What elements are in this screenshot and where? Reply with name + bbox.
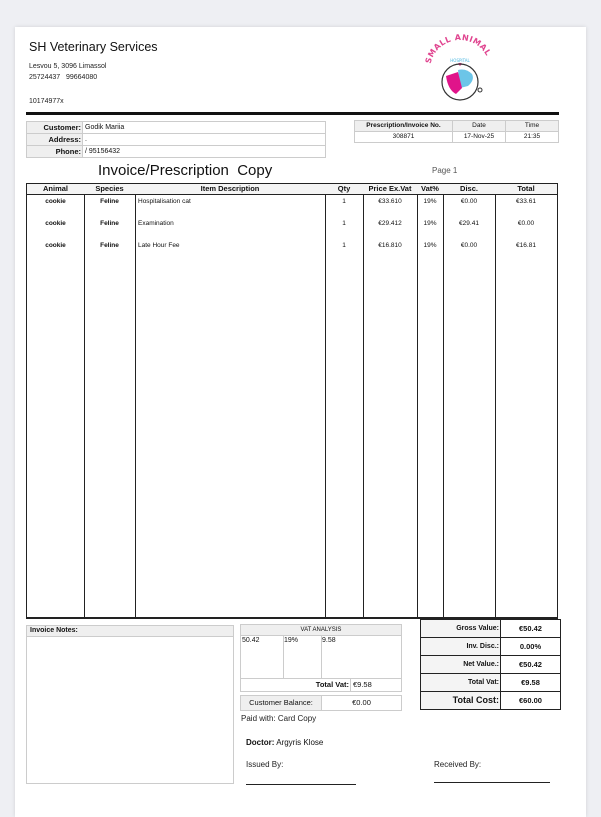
cell-qty: 1: [342, 198, 346, 205]
address-label: Address:: [27, 134, 83, 145]
total-vat-row: [421, 674, 560, 692]
prescription-header-row: [355, 121, 558, 132]
vat-analysis-title: VAT ANALYSIS: [241, 625, 401, 636]
time-header: Time: [524, 122, 540, 129]
svg-text:HOSPITAL: HOSPITAL: [450, 58, 470, 63]
total-cost-row: [421, 692, 560, 709]
total-cost-value: €60.00: [519, 696, 542, 705]
items-table: [26, 183, 558, 619]
customer-value: Godik Mariia: [85, 124, 125, 131]
date-header: Date: [453, 121, 506, 131]
customer-balance-box: [240, 695, 402, 711]
vat-total-row: [241, 679, 401, 691]
cell-discount: €0.00: [460, 198, 478, 205]
invoice-discount-label: Inv. Disc.:: [421, 638, 501, 655]
issued-by-label: Issued By:: [246, 760, 284, 769]
cell-total: €16.81: [516, 242, 536, 249]
invoice-discount-row: [421, 638, 560, 656]
prescription-info-box: [354, 120, 559, 143]
header-vat: Vat%: [421, 184, 439, 193]
phone-row: [27, 146, 325, 157]
cell-animal: cookie: [45, 220, 66, 227]
vat-net-value: 50.42: [241, 636, 284, 678]
cell-price: €33.610: [378, 198, 402, 205]
invoice-no-header: Prescription/Invoice No.: [355, 121, 453, 131]
invoice-notes-label: Invoice Notes:: [27, 626, 233, 637]
header-price: Price Ex.Vat: [368, 184, 412, 193]
invoice-no-value: 308871: [355, 132, 453, 142]
page-number: Page 1: [432, 166, 458, 175]
doctor-label: Doctor:: [246, 738, 275, 747]
clinic-logo: [420, 34, 500, 108]
issued-by-signature-line: [246, 784, 356, 785]
cell-vat: 19%: [423, 220, 437, 227]
received-by-label: Received By:: [434, 760, 482, 769]
header-description: Item Description: [200, 184, 260, 193]
gross-value-label: Gross Value:: [421, 620, 501, 637]
cell-vat: 19%: [423, 242, 437, 249]
time-value: 21:35: [523, 133, 541, 140]
customer-info-box: [26, 121, 326, 158]
net-value-label: Net Value.:: [421, 656, 501, 673]
cell-vat: 19%: [423, 198, 437, 205]
total-vat-label: Total Vat:: [421, 674, 501, 691]
clinic-tax-id: 10174977x: [29, 98, 64, 105]
header-divider: [26, 112, 559, 115]
phone-label: Phone:: [27, 146, 83, 157]
net-value: €50.42: [519, 660, 542, 669]
vat-analysis-body: [241, 636, 401, 679]
clinic-address: Lesvou 5, 3096 Limassol: [29, 63, 107, 70]
cell-price: €16.810: [378, 242, 402, 249]
clinic-phones: 25724437 99664080: [29, 74, 98, 81]
doctor-line: [246, 738, 323, 747]
logo-text: SMALL ANIMAL: [423, 34, 493, 65]
net-value-row: [421, 656, 560, 674]
cell-total: €33.61: [516, 198, 536, 205]
header-animal: Animal: [42, 184, 68, 193]
cell-description: Examination: [138, 220, 174, 227]
vat-rate: 19%: [283, 636, 322, 678]
customer-row: [27, 122, 325, 134]
cell-species: Feline: [100, 198, 119, 205]
invoice-discount-value: 0.00%: [519, 642, 542, 651]
cell-animal: cookie: [45, 198, 66, 205]
header-species: Species: [95, 184, 124, 193]
received-by-signature-line: [434, 782, 550, 783]
document-title: Invoice/Prescription Copy: [98, 162, 273, 179]
cell-qty: 1: [342, 242, 346, 249]
phone-value: / 95156432: [85, 148, 121, 155]
items-table-header: [27, 184, 557, 195]
address-row: [27, 134, 325, 146]
customer-label: Customer:: [27, 122, 83, 133]
header-qty: Qty: [337, 184, 351, 193]
total-cost-label: Total Cost:: [421, 692, 501, 709]
cell-description: Hospitalisation cat: [138, 198, 191, 205]
invoice-notes-box: [26, 625, 234, 784]
vat-total-label: Total Vat:: [241, 679, 351, 691]
small-animal-hospital-logo-icon: [420, 34, 500, 108]
cell-discount: €0.00: [460, 242, 478, 249]
totals-box: [420, 619, 561, 710]
cell-species: Feline: [100, 242, 119, 249]
cell-description: Late Hour Fee: [138, 242, 180, 249]
header-discount: Disc.: [460, 184, 478, 193]
prescription-value-row: [355, 132, 558, 142]
customer-balance-label: Customer Balance:: [241, 696, 322, 710]
date-value: 17-Nov-25: [453, 132, 506, 142]
gross-value-row: [421, 620, 560, 638]
cell-total: €0.00: [517, 220, 535, 227]
vat-amount: 9.58: [322, 637, 336, 644]
cell-qty: 1: [342, 220, 346, 227]
cell-price: €29.412: [378, 220, 402, 227]
address-value: .: [85, 136, 87, 143]
vat-analysis-box: [240, 624, 402, 692]
cell-discount: €29.41: [459, 220, 479, 227]
vat-total-value: €9.58: [353, 680, 372, 689]
total-vat-value: €9.58: [521, 678, 540, 687]
cell-species: Feline: [100, 220, 119, 227]
doctor-name: Argyris Klose: [276, 738, 324, 747]
gross-value: €50.42: [519, 624, 542, 633]
cell-animal: cookie: [45, 242, 66, 249]
payment-method: Paid with: Card Copy: [241, 714, 317, 723]
customer-balance-value: €0.00: [352, 698, 371, 707]
clinic-name: SH Veterinary Services: [29, 40, 158, 54]
header-total: Total: [517, 184, 535, 193]
